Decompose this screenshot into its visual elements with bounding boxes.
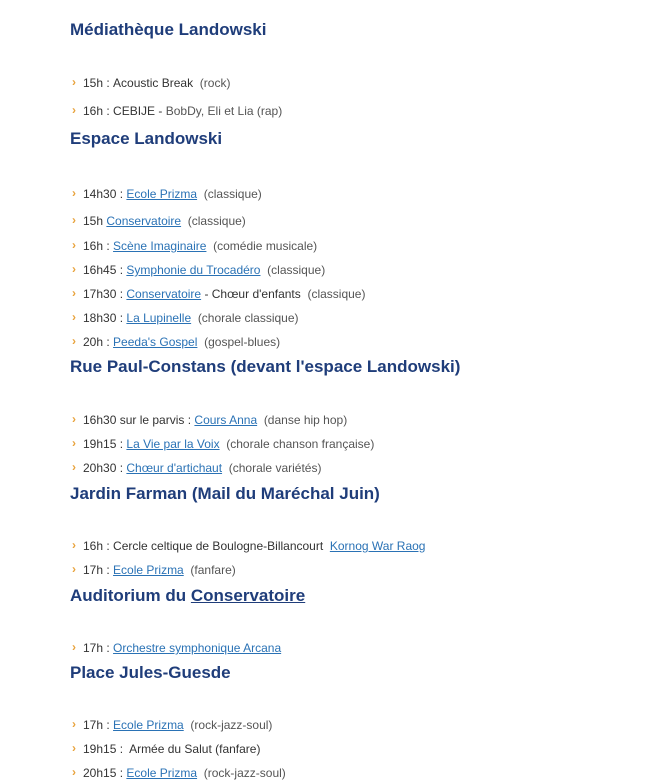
- chevron-right-icon: ›: [72, 310, 76, 324]
- performance-genre: (chorale classique): [197, 311, 299, 325]
- performance-item: [72, 640, 282, 656]
- performance-time: 17h30 :: [83, 287, 124, 301]
- performer-link[interactable]: Kornog War Raog: [329, 539, 426, 553]
- performance-time: 20h30 :: [83, 461, 124, 475]
- venue-title: Place Jules-Guesde: [70, 663, 231, 682]
- performance-genre: (classique): [187, 214, 246, 228]
- chevron-right-icon: ›: [72, 412, 76, 426]
- venue-title: Rue Paul-Constans (devant l'espace Landowski): [70, 357, 461, 376]
- venue-heading: [70, 20, 630, 40]
- chevron-right-icon: ›: [72, 460, 76, 474]
- performance-item: [72, 213, 246, 229]
- performance-genre: (rock): [199, 76, 231, 90]
- performance-time: 16h :: [83, 239, 110, 253]
- performance-item: [72, 562, 236, 578]
- performance-genre: (gospel-blues): [204, 335, 281, 349]
- performance-item: [72, 460, 322, 476]
- venue-title: Auditorium du: [70, 586, 187, 605]
- performance-genre: (rock-jazz-soul): [190, 718, 273, 732]
- performance-time: 16h :: [83, 539, 110, 553]
- performer-link[interactable]: Conservatoire: [126, 287, 202, 301]
- venue-section: [70, 586, 630, 655]
- chevron-right-icon: ›: [72, 186, 76, 200]
- chevron-right-icon: ›: [72, 103, 76, 117]
- performance-genre: (classique): [203, 187, 262, 201]
- performance-genre: (fanfare): [190, 563, 236, 577]
- venue-section: [70, 357, 630, 475]
- venue-section: [70, 663, 630, 780]
- performance-item: [72, 765, 286, 781]
- performance-time: 19h15 :: [83, 437, 124, 451]
- chevron-right-icon: ›: [72, 436, 76, 450]
- performance-time: 17h :: [83, 563, 110, 577]
- chevron-right-icon: ›: [72, 334, 76, 348]
- performance-genre: (danse hip hop): [263, 413, 348, 427]
- performance-name: CEBIJE -: [113, 104, 163, 118]
- performance-extra: - Chœur d'enfants: [204, 287, 301, 301]
- performer-link[interactable]: Ecole Prizma: [126, 187, 198, 201]
- performance-name: Cercle celtique de Boulogne-Billancourt: [113, 539, 324, 553]
- performance-name: Armée du Salut (fanfare): [126, 742, 261, 756]
- performance-item: [72, 717, 273, 733]
- chevron-right-icon: ›: [72, 262, 76, 276]
- chevron-right-icon: ›: [72, 765, 76, 779]
- performance-item: [72, 75, 231, 91]
- performance-item: [72, 286, 366, 302]
- performance-item: [72, 186, 262, 202]
- performer-link[interactable]: Ecole Prizma: [113, 563, 184, 577]
- venue-title: Jardin Farman (Mail du Maréchal Juin): [70, 484, 380, 503]
- venue-heading: [70, 586, 630, 606]
- performance-item: [72, 436, 375, 452]
- venue-section: [70, 484, 630, 577]
- chevron-right-icon: ›: [72, 213, 76, 227]
- chevron-right-icon: ›: [72, 238, 76, 252]
- venue-title: Espace Landowski: [70, 129, 223, 148]
- performance-time: 17h :: [83, 718, 110, 732]
- chevron-right-icon: ›: [72, 538, 76, 552]
- performer-link[interactable]: La Lupinelle: [126, 311, 192, 325]
- performance-item: [72, 310, 299, 326]
- venue-heading: [70, 663, 630, 683]
- performance-item: [72, 238, 318, 254]
- performance-time: 16h :: [83, 104, 110, 118]
- performer-link[interactable]: Ecole Prizma: [126, 766, 198, 780]
- performer-link[interactable]: Peeda's Gospel: [113, 335, 198, 349]
- performance-genre: (rock-jazz-soul): [203, 766, 286, 780]
- venue-section: [70, 129, 630, 349]
- chevron-right-icon: ›: [72, 640, 76, 654]
- performance-time: 16h30 sur le parvis :: [83, 413, 192, 427]
- performance-time: 17h :: [83, 641, 110, 655]
- performance-genre: (classique): [307, 287, 366, 301]
- performer-link[interactable]: Scène Imaginaire: [113, 239, 207, 253]
- performer-link[interactable]: Cours Anna: [194, 413, 258, 427]
- performer-link[interactable]: Ecole Prizma: [113, 718, 184, 732]
- performance-genre: (comédie musicale): [213, 239, 318, 253]
- performance-time: 15h: [83, 214, 104, 228]
- performance-detail: BobDy, Eli et Lia (rap): [165, 104, 283, 118]
- venue-heading: [70, 129, 630, 149]
- performance-item: [72, 103, 283, 119]
- venue-heading: [70, 484, 630, 504]
- performance-time: 15h :: [83, 76, 110, 90]
- performance-item: [72, 538, 426, 554]
- venue-section: [70, 20, 630, 118]
- performance-time: 19h15 :: [83, 742, 124, 756]
- performance-time: 16h45 :: [83, 263, 124, 277]
- venue-heading: [70, 357, 630, 377]
- venue-title: Médiathèque Landowski: [70, 20, 267, 39]
- chevron-right-icon: ›: [72, 75, 76, 89]
- performer-link[interactable]: Chœur d'artichaut: [126, 461, 223, 475]
- performance-time: 20h15 :: [83, 766, 124, 780]
- performance-item: [72, 412, 348, 428]
- performer-link[interactable]: Orchestre symphonique Arcana: [113, 641, 282, 655]
- venue-title-link[interactable]: Conservatoire: [190, 586, 306, 605]
- performance-genre: (chorale chanson française): [226, 437, 375, 451]
- performance-time: 20h :: [83, 335, 110, 349]
- chevron-right-icon: ›: [72, 717, 76, 731]
- performance-item: [72, 741, 261, 757]
- chevron-right-icon: ›: [72, 562, 76, 576]
- performance-item: [72, 262, 326, 278]
- performance-time: 14h30 :: [83, 187, 124, 201]
- performance-genre: (classique): [267, 263, 326, 277]
- performance-time: 18h30 :: [83, 311, 124, 325]
- performer-link[interactable]: Symphonie du Trocadéro: [126, 263, 261, 277]
- performance-genre: (chorale variétés): [228, 461, 322, 475]
- performance-item: [72, 334, 281, 350]
- chevron-right-icon: ›: [72, 741, 76, 755]
- performer-link[interactable]: La Vie par la Voix: [126, 437, 220, 451]
- performance-name: Acoustic Break: [113, 76, 194, 90]
- performer-link[interactable]: Conservatoire: [106, 214, 182, 228]
- chevron-right-icon: ›: [72, 286, 76, 300]
